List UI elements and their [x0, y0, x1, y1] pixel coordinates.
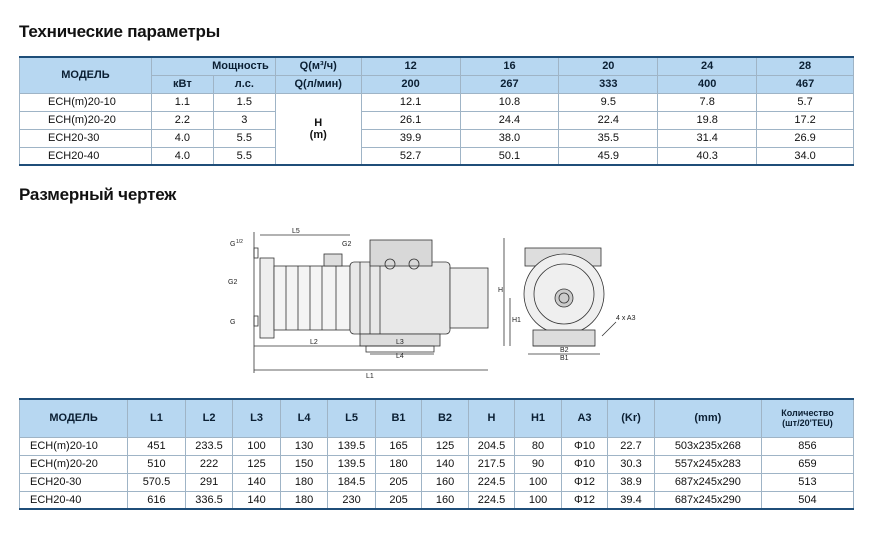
head-cell: 52.7 [361, 147, 460, 165]
dim-cell: 224.5 [468, 473, 515, 491]
section-title-drawing: Размерный чертеж [19, 185, 177, 204]
flow-lmin-header: Q(л/мин) [275, 75, 361, 93]
flow-m3-value: 20 [559, 57, 658, 75]
head-cell: 7.8 [658, 93, 757, 111]
dim-header: B2 [422, 399, 469, 437]
head-cell: 5.7 [757, 93, 854, 111]
dim-cell: 451 [128, 437, 186, 455]
head-cell: 9.5 [559, 93, 658, 111]
table-row [20, 491, 854, 509]
dim-cell: 130 [280, 437, 328, 455]
table-row [20, 473, 854, 491]
head-cell: 31.4 [658, 129, 757, 147]
label-h1: H1 [512, 317, 521, 324]
power-header: Мощность [151, 57, 275, 75]
dim-cell: 217.5 [468, 455, 515, 473]
head-label-cell [275, 93, 361, 165]
dim-cell: 160 [422, 473, 469, 491]
head-cell: 26.9 [757, 129, 854, 147]
kw-cell: 2.2 [151, 111, 213, 129]
dim-cell: Φ12 [561, 491, 608, 509]
label-l2: L2 [310, 339, 318, 346]
head-cell: 26.1 [361, 111, 460, 129]
dim-cell: 513 [761, 473, 853, 491]
flow-m3-value: 12 [361, 57, 460, 75]
qty-header-line1: Количество [781, 408, 834, 419]
dim-cell: 30.3 [608, 455, 655, 473]
label-g-bottom: G [230, 319, 236, 326]
hp-cell: 5.5 [213, 147, 275, 165]
dim-header: (Kr) [608, 399, 655, 437]
flow-lmin-value: 467 [757, 75, 854, 93]
model-cell: ECH(m)20-20 [20, 111, 152, 129]
dim-header: H [468, 399, 515, 437]
head-cell: 38.0 [460, 129, 559, 147]
dim-cell: 150 [280, 455, 328, 473]
dim-header: L5 [328, 399, 376, 437]
label-g-top-frac: 1/2 [236, 239, 243, 245]
dim-cell: 291 [185, 473, 233, 491]
model-cell: ECH20-40 [20, 147, 152, 165]
dim-cell: 80 [515, 437, 562, 455]
dim-header: H1 [515, 399, 562, 437]
qty-header [761, 399, 853, 437]
dim-cell: Φ10 [561, 455, 608, 473]
model-cell: ECH(m)20-10 [20, 93, 152, 111]
label-g2-left: G2 [228, 279, 238, 286]
dim-cell: 139.5 [328, 455, 376, 473]
kw-cell: 1.1 [151, 93, 213, 111]
head-cell: 39.9 [361, 129, 460, 147]
dim-cell: 205 [375, 491, 422, 509]
section-title-tech-params: Технические параметры [19, 22, 221, 41]
dimensions-table [19, 398, 854, 510]
flow-m3-value: 24 [658, 57, 757, 75]
dim-cell: Φ12 [561, 473, 608, 491]
dim-header: A3 [561, 399, 608, 437]
dim-cell: 222 [185, 455, 233, 473]
dim-cell: 140 [233, 491, 281, 509]
table-row [20, 147, 854, 165]
head-unit: (m) [309, 128, 327, 141]
label-g-top: G [230, 241, 236, 248]
kw-cell: 4.0 [151, 147, 213, 165]
dim-cell: 184.5 [328, 473, 376, 491]
dim-cell: 510 [128, 455, 186, 473]
dim-cell: 125 [233, 455, 281, 473]
head-cell: 34.0 [757, 147, 854, 165]
dim-cell: 230 [328, 491, 376, 509]
dim-cell: 139.5 [328, 437, 376, 455]
table-row [20, 111, 854, 129]
flow-m3-value: 16 [460, 57, 559, 75]
dim-cell: 100 [233, 437, 281, 455]
dimension-drawing [220, 218, 640, 383]
dim-cell: 659 [761, 455, 853, 473]
dim-header: L1 [128, 399, 186, 437]
dim-cell: 22.7 [608, 437, 655, 455]
dim-cell: 504 [761, 491, 853, 509]
label-l3: L3 [396, 339, 404, 346]
head-cell: 35.5 [559, 129, 658, 147]
table-row [20, 437, 854, 455]
dim-header: (mm) [654, 399, 761, 437]
dim-header: B1 [375, 399, 422, 437]
label-g2-top: G2 [342, 241, 352, 248]
table-row [20, 455, 854, 473]
dim-cell: 100 [515, 473, 562, 491]
label-a3: 4 x A3 [616, 315, 636, 322]
dim-cell: 570.5 [128, 473, 186, 491]
dim-header: L4 [280, 399, 328, 437]
dim-cell: ECH(m)20-20 [20, 455, 128, 473]
dim-cell: 503x235x268 [654, 437, 761, 455]
dim-cell: 90 [515, 455, 562, 473]
hp-cell: 5.5 [213, 129, 275, 147]
dim-cell: 204.5 [468, 437, 515, 455]
head-label: H [314, 116, 323, 129]
dim-header: МОДЕЛЬ [20, 399, 128, 437]
dim-header: L2 [185, 399, 233, 437]
dim-cell: 38.9 [608, 473, 655, 491]
head-cell: 40.3 [658, 147, 757, 165]
pump-front-view [504, 238, 616, 354]
flow-m3-header: Q(м³/ч) [275, 57, 361, 75]
qty-header-line2: (шт/20'TEU) [782, 418, 833, 429]
flow-lmin-value: 400 [658, 75, 757, 93]
label-l5: L5 [292, 228, 300, 235]
dim-cell: 140 [233, 473, 281, 491]
dim-cell: 224.5 [468, 491, 515, 509]
head-cell: 19.8 [658, 111, 757, 129]
label-l4: L4 [396, 353, 404, 360]
dim-cell: 100 [515, 491, 562, 509]
table-row [20, 93, 854, 111]
dim-cell: ECH20-40 [20, 491, 128, 509]
dim-cell: 205 [375, 473, 422, 491]
dim-cell: 336.5 [185, 491, 233, 509]
dim-cell: 687x245x290 [654, 491, 761, 509]
dim-cell: 687x245x290 [654, 473, 761, 491]
label-b2: B2 [560, 347, 569, 354]
dim-cell: 856 [761, 437, 853, 455]
dim-cell: 165 [375, 437, 422, 455]
model-cell: ECH20-30 [20, 129, 152, 147]
dim-cell: 180 [280, 491, 328, 509]
head-cell: 22.4 [559, 111, 658, 129]
dim-cell: 557x245x283 [654, 455, 761, 473]
head-cell: 45.9 [559, 147, 658, 165]
kw-header: кВт [151, 75, 213, 93]
hp-cell: 1.5 [213, 93, 275, 111]
hp-cell: 3 [213, 111, 275, 129]
table-row [20, 129, 854, 147]
dim-cell: 39.4 [608, 491, 655, 509]
dim-cell: 125 [422, 437, 469, 455]
head-cell: 10.8 [460, 93, 559, 111]
kw-cell: 4.0 [151, 129, 213, 147]
dim-cell: ECH(m)20-10 [20, 437, 128, 455]
hp-header: л.с. [213, 75, 275, 93]
dim-cell: 180 [280, 473, 328, 491]
flow-lmin-value: 200 [361, 75, 460, 93]
dim-header: L3 [233, 399, 281, 437]
dim-cell: 160 [422, 491, 469, 509]
flow-lmin-value: 333 [559, 75, 658, 93]
tech-params-table [19, 56, 854, 166]
dim-cell: 616 [128, 491, 186, 509]
head-cell: 17.2 [757, 111, 854, 129]
label-h: H [498, 287, 504, 294]
dim-cell: Φ10 [561, 437, 608, 455]
dim-cell: 233.5 [185, 437, 233, 455]
model-header: МОДЕЛЬ [20, 57, 152, 93]
head-cell: 24.4 [460, 111, 559, 129]
head-cell: 12.1 [361, 93, 460, 111]
dim-cell: ECH20-30 [20, 473, 128, 491]
dim-cell: 140 [422, 455, 469, 473]
label-b1: B1 [560, 355, 569, 362]
pump-side-view [254, 240, 488, 352]
head-cell: 50.1 [460, 147, 559, 165]
label-l1: L1 [366, 373, 374, 380]
flow-m3-value: 28 [757, 57, 854, 75]
dim-cell: 180 [375, 455, 422, 473]
flow-lmin-value: 267 [460, 75, 559, 93]
